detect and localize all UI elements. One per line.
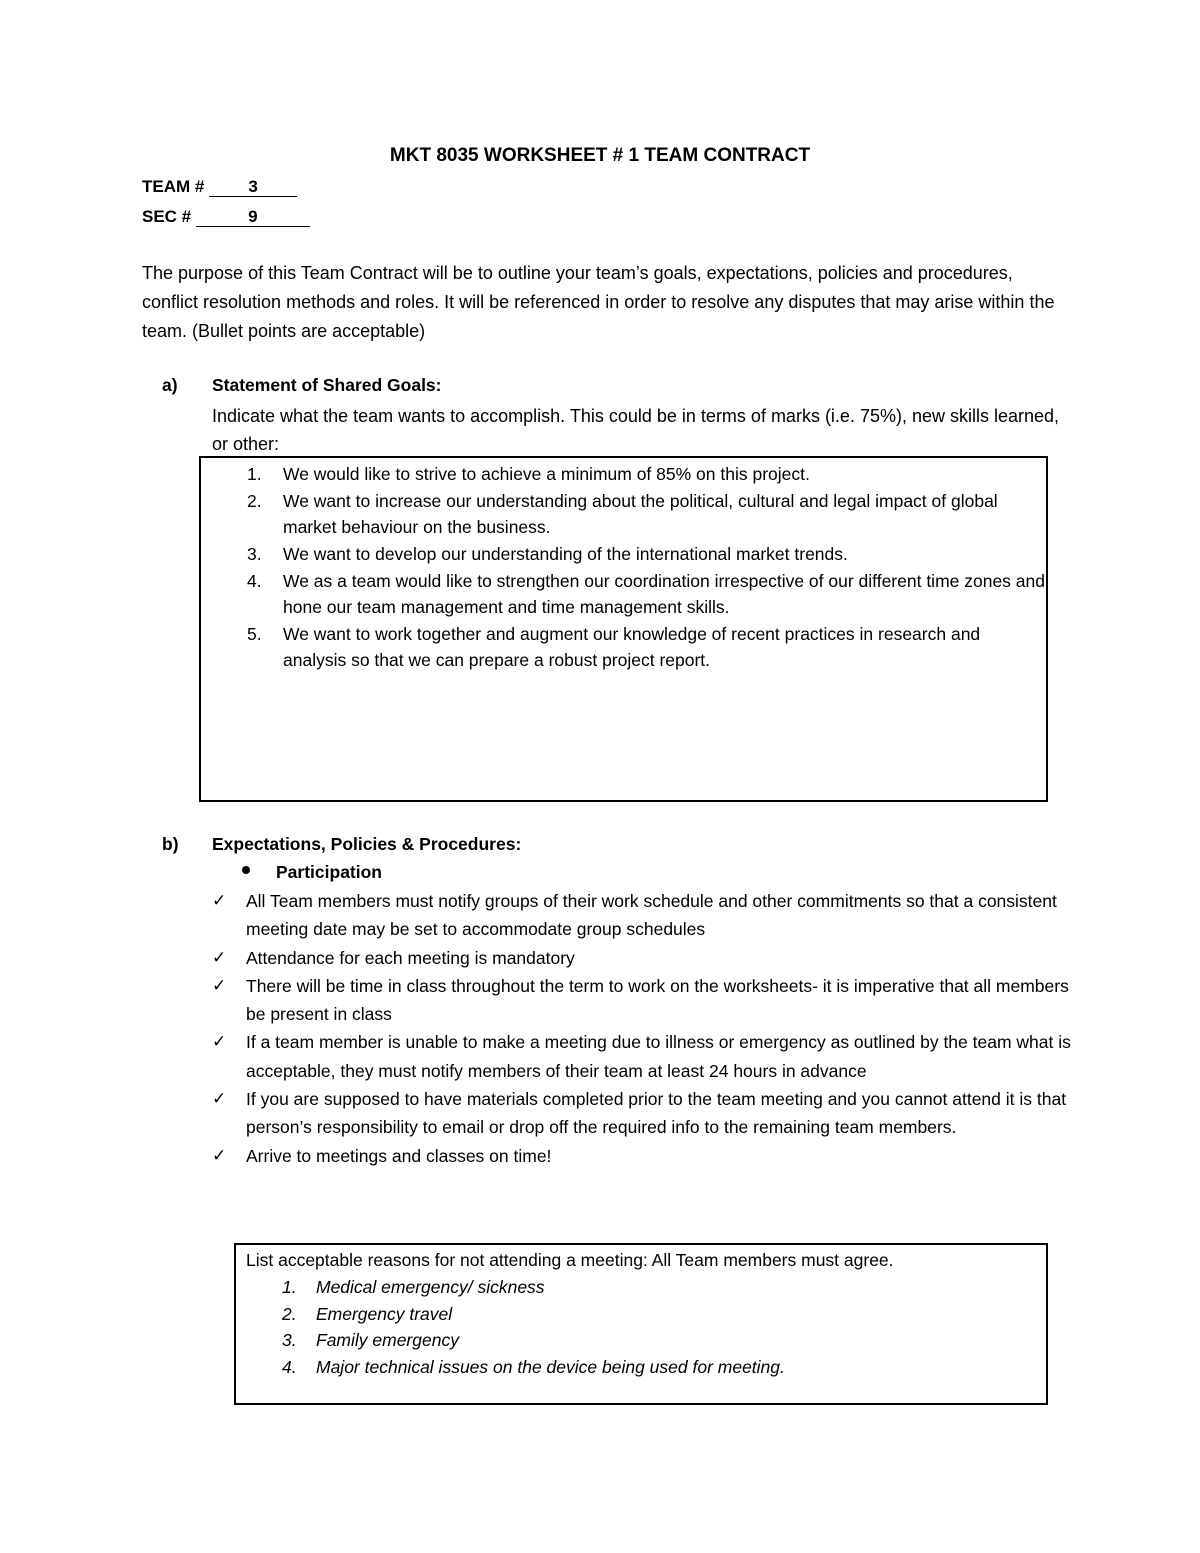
- purpose-paragraph: The purpose of this Team Contract will be to outline your team’s goals, expectations, policies and procedures, conflict resolution methods and roles. It will be referenced in order to resolve any disputes that may arise within the team. (Bullet points are acceptable): [142, 263, 1055, 341]
- reason-number: 4.: [282, 1356, 297, 1377]
- reasons-list: [236, 1274, 1046, 1380]
- expectation-item: [142, 1085, 1072, 1142]
- expectation-item: [142, 1142, 1072, 1170]
- participation-label: Participation: [276, 862, 382, 882]
- goal-item: [201, 461, 1046, 487]
- goal-item: [201, 568, 1046, 620]
- reason-number: 1.: [282, 1277, 297, 1297]
- team-number-field: [142, 177, 297, 197]
- goal-text: We as a team would like to strengthen our coordination irrespective of our different time zones and hone our team management and time management skills.: [283, 571, 1045, 617]
- reason-number: 2.: [282, 1303, 297, 1324]
- goal-number: 1.: [247, 464, 262, 484]
- page-title: MKT 8035 WORKSHEET # 1 TEAM CONTRACT: [389, 145, 811, 166]
- section-b-letter: b): [162, 834, 179, 854]
- expectation-text: There will be time in class throughout the term to work on the worksheets- it is imperative that all members be present in class: [246, 975, 1069, 1025]
- expectation-text: If a team member is unable to make a meeting due to illness or emergency as outlined by the team what is acceptable, they must notify members of their team at least 24 hours in advance: [246, 1032, 1071, 1081]
- checkmark-icon: ✓: [212, 1089, 227, 1109]
- section-a-intro: Indicate what the team wants to accomplish. This could be in terms of marks (i.e. 75%), new skills learned, or other:: [212, 406, 1060, 454]
- goal-number: 3.: [247, 544, 262, 564]
- participation-bullet: [242, 862, 382, 883]
- expectations-list-container: [142, 887, 1072, 1170]
- section-b-heading: [162, 834, 521, 855]
- goal-text: We want to work together and augment our knowledge of recent practices in research and analysis so that we can prepare a robust project report.: [283, 624, 981, 670]
- checkmark-icon: ✓: [212, 1032, 227, 1052]
- expectation-item: [142, 1028, 1072, 1085]
- team-label: TEAM #: [142, 177, 205, 196]
- section-a-title: Statement of Shared Goals:: [212, 375, 442, 395]
- goals-box: [199, 456, 1048, 802]
- expectation-text: Attendance for each meeting is mandatory: [246, 947, 575, 968]
- expectations-list: [142, 887, 1072, 1170]
- section-a-heading: [162, 375, 442, 396]
- goal-item: [201, 541, 1046, 567]
- reasons-title: List acceptable reasons for not attending a meeting: All Team members must agree.: [246, 1250, 894, 1270]
- reasons-box: [234, 1243, 1048, 1405]
- reason-item: [236, 1274, 1046, 1301]
- checkmark-icon: ✓: [212, 891, 227, 910]
- expectation-text: If you are supposed to have materials completed prior to the team meeting and you cannot attend it is that person’s responsibility to email or drop off the required info to the remaining team members.: [246, 1089, 1067, 1138]
- checkmark-icon: ✓: [212, 975, 227, 995]
- sec-label: SEC #: [142, 207, 192, 226]
- reason-text: Major technical issues on the device being used for meeting.: [316, 1356, 785, 1377]
- reason-text: Emergency travel: [316, 1303, 453, 1324]
- reason-number: 3.: [282, 1330, 297, 1350]
- goal-number: 2.: [247, 491, 262, 511]
- expectation-item: [142, 972, 1072, 1029]
- section-number-field: [142, 207, 310, 227]
- bullet-dot-icon: [242, 866, 250, 874]
- reason-item: [236, 1301, 1046, 1328]
- goals-list: [201, 461, 1046, 673]
- reason-item: [236, 1327, 1046, 1354]
- reason-item: [236, 1354, 1046, 1381]
- reason-text: Medical emergency/ sickness: [316, 1277, 545, 1297]
- expectation-text: Arrive to meetings and classes on time!: [246, 1145, 552, 1166]
- checkmark-icon: ✓: [212, 947, 227, 967]
- section-b-title: Expectations, Policies & Procedures:: [212, 834, 522, 854]
- goal-number: 5.: [247, 624, 262, 644]
- goal-text: We want to increase our understanding about the political, cultural and legal impact of global market behaviour on the business.: [283, 491, 998, 537]
- goal-number: 4.: [247, 571, 262, 591]
- goal-text: We want to develop our understanding of the international market trends.: [283, 544, 848, 564]
- sec-value: 9: [196, 208, 310, 227]
- team-value: 3: [209, 178, 297, 197]
- expectation-item: [142, 944, 1072, 972]
- goal-text: We would like to strive to achieve a minimum of 85% on this project.: [283, 464, 810, 484]
- expectation-text: All Team members must notify groups of their work schedule and other commitments so that a consistent meeting date may be set to accommodate group schedules: [246, 891, 1057, 940]
- reason-text: Family emergency: [316, 1330, 459, 1350]
- section-a-letter: a): [162, 375, 178, 395]
- goal-item: [201, 488, 1046, 540]
- expectation-item: [142, 887, 1072, 944]
- checkmark-icon: ✓: [212, 1145, 227, 1165]
- goal-item: [201, 621, 1046, 673]
